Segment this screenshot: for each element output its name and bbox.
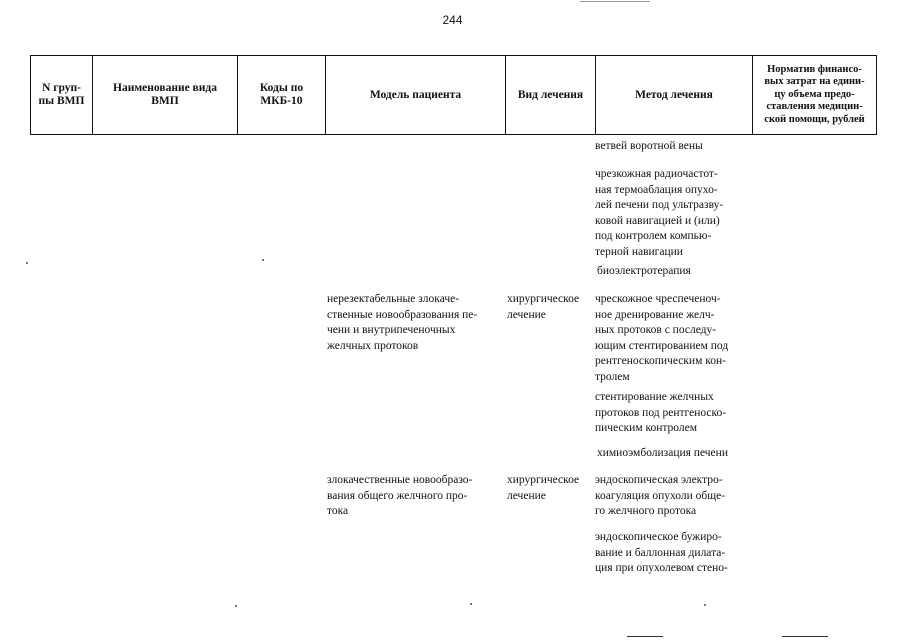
method-text: эндоскопическая электро- коагуляция опухоли обще- го желчного протока: [595, 474, 726, 517]
method-text: биоэлектротерапия: [597, 265, 691, 277]
method-text: ветвей воротной вены: [595, 140, 703, 152]
scan-artifact: [704, 604, 706, 606]
scan-artifact: [26, 262, 28, 264]
method-text: чрезкожная радиочастот- ная термоаблация опухо- лей печени под ультразву- ковой навигацией и (или) под контролем компью- терной навигации: [595, 168, 724, 258]
header-group-number: N груп- пы ВМП: [31, 56, 93, 134]
method-text: стентирование желчных протоков под рентгеноско- пическим контролем: [595, 391, 727, 434]
method-text: чрескожное чреспеченоч- ное дренирование желч- ных протоков с последу- ющим стентированием под рентгеноскопическим кон- тролем: [595, 293, 729, 383]
method-text: эндоскопическое бужиро- вание и баллонная дилата- ция при опухолевом стено-: [595, 531, 728, 574]
header-treatment-method: Метод лечения: [596, 56, 753, 134]
header-vmp-name: Наименование вида ВМП: [93, 56, 238, 134]
patient-model-text: злокачественные новообразо- вания общего желчного про- тока: [327, 474, 473, 517]
scan-artifact: [627, 636, 663, 637]
header-icd-codes: Коды по МКБ-10: [238, 56, 326, 134]
method-text: химиоэмболизация печени: [597, 447, 728, 459]
scan-artifact: [580, 1, 650, 2]
header-patient-model: Модель пациента: [326, 56, 506, 134]
treatment-type-text: хирургическое лечение: [507, 293, 580, 321]
treatment-type-text: хирургическое лечение: [507, 474, 580, 502]
scan-artifact: [235, 605, 237, 607]
page-number: 244: [442, 13, 463, 27]
scan-artifact: [782, 636, 828, 637]
scan-artifact: [470, 603, 472, 605]
patient-model-text: нерезектабельные злокаче- ственные новообразования пе- чени и внутрипеченочных желчных протоков: [327, 293, 478, 352]
header-treatment-type: Вид лечения: [506, 56, 596, 134]
table-header: [30, 55, 877, 135]
header-cost-norm: Норматив финансо- вых затрат на едини- цу объема предо- ставления медицин- ской помощи, рублей: [764, 63, 865, 125]
scan-artifact: [262, 259, 264, 261]
